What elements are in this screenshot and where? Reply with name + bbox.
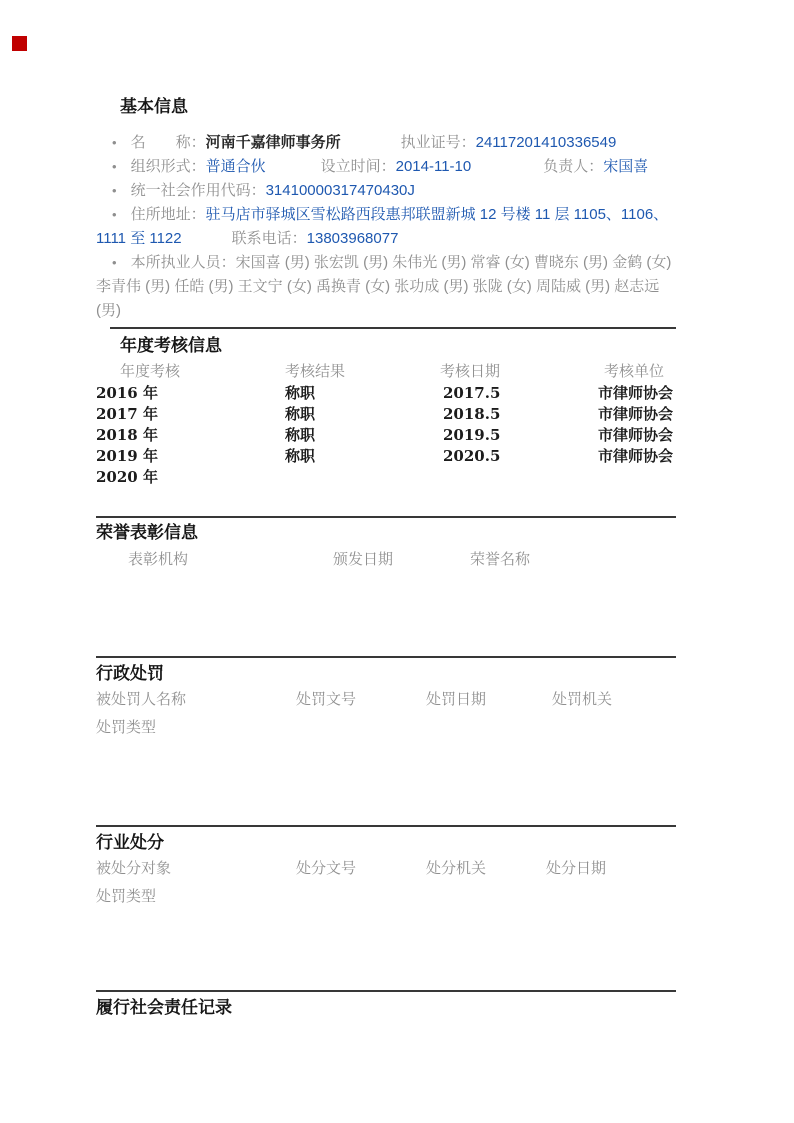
- result-cell: 称职: [285, 405, 316, 423]
- column-header: 考核日期: [440, 363, 501, 380]
- result-cell: [285, 467, 440, 488]
- column-header: 荣誉名称: [470, 551, 531, 568]
- phone-label: 联系电话：: [231, 230, 307, 247]
- red-square-marker: [12, 36, 27, 51]
- staff-label: 本所执业人员：: [130, 254, 236, 271]
- section-divider: [96, 825, 676, 827]
- name-label: 名 称：: [130, 134, 206, 151]
- table-row: [96, 446, 676, 467]
- staff-value: 宋国喜 (男) 张宏凯 (男) 朱伟光 (男) 常睿 (女) 曹晓东 (男) 金鹤 (女) 李青伟 (男) 任皓 (男) 王文宁 (女) 禹换青 (女) 张功成 (男) 张陇 (女) 周陆威 (男) 赵志远 (男): [96, 254, 672, 319]
- date-cell: 2020.5: [443, 447, 501, 465]
- section-divider: [96, 656, 676, 658]
- established-label: 设立时间：: [320, 158, 396, 175]
- date-cell: 2017.5: [443, 384, 501, 402]
- section-divider: [96, 990, 676, 992]
- date-cell: [440, 467, 598, 488]
- principal-value: 宋国喜: [603, 158, 649, 175]
- license-value: 24117201410336549: [475, 134, 617, 151]
- page-content: [96, 0, 676, 1020]
- result-cell: 称职: [285, 447, 316, 465]
- column-header: 考核单位: [604, 363, 665, 380]
- industry-sanction-header-row: [96, 859, 676, 879]
- org-form-value: 普通合伙: [205, 158, 266, 175]
- section-title-social-responsibility: 履行社会责任记录: [96, 998, 232, 1017]
- column-header: 被处分对象: [96, 860, 172, 877]
- license-label: 执业证号：: [400, 134, 476, 151]
- column-header: 考核结果: [285, 363, 346, 380]
- table-row: [96, 467, 676, 488]
- row-credit-code: [96, 179, 676, 203]
- annual-review-header-row: [96, 362, 676, 382]
- bullet-icon: •: [112, 255, 117, 270]
- result-cell: 称职: [285, 426, 316, 444]
- bullet-icon: •: [112, 159, 117, 174]
- principal-label: 负责人：: [543, 158, 604, 175]
- section-title-admin-penalty: 行政处罚: [96, 664, 164, 683]
- year-cell: 2020 年: [96, 468, 158, 486]
- org-form-label: 组织形式：: [130, 158, 206, 175]
- unit-cell: [598, 467, 676, 488]
- column-header: 处罚日期: [426, 691, 487, 708]
- date-cell: 2018.5: [443, 405, 501, 423]
- column-header: 处分日期: [546, 860, 607, 877]
- result-cell: 称职: [285, 384, 316, 402]
- row-name-license: [96, 131, 676, 155]
- firm-name-value: 河南千嘉律师事务所: [205, 134, 341, 151]
- year-cell: 2019 年: [96, 447, 158, 465]
- sanction-type-label: 处罚类型: [96, 888, 157, 905]
- unit-cell: 市律师协会: [598, 426, 674, 444]
- bullet-icon: •: [112, 207, 117, 222]
- section-title-industry-sanction: 行业处分: [96, 833, 164, 852]
- column-header: 年度考核: [120, 363, 181, 380]
- address-label: 住所地址：: [130, 206, 206, 223]
- unit-cell: 市律师协会: [598, 405, 674, 423]
- year-cell: 2017 年: [96, 405, 158, 423]
- section-title-basic-info: 基本信息: [120, 97, 188, 116]
- established-value: 2014-11-10: [395, 158, 472, 175]
- date-cell: 2019.5: [443, 426, 501, 444]
- column-header: 被处罚人名称: [96, 691, 187, 708]
- penalty-type-label: 处罚类型: [96, 719, 157, 736]
- year-cell: 2018 年: [96, 426, 158, 444]
- admin-penalty-header-row: [96, 690, 676, 710]
- table-row: [96, 404, 676, 425]
- honors-header-row: [96, 550, 676, 570]
- annual-review-table-body: [96, 383, 676, 488]
- section-divider: [110, 327, 676, 329]
- credit-code-label: 统一社会作用代码：: [130, 182, 266, 199]
- column-header: 处罚机关: [552, 691, 613, 708]
- column-header: 颁发日期: [333, 551, 394, 568]
- unit-cell: 市律师协会: [598, 384, 674, 402]
- column-header: 处分文号: [296, 860, 357, 877]
- bullet-icon: •: [112, 135, 117, 150]
- bullet-icon: •: [112, 183, 117, 198]
- row-address-phone: [96, 203, 676, 251]
- section-divider: [96, 516, 676, 518]
- table-row: [96, 425, 676, 446]
- address-value: 驻马店市驿城区雪松路西段惠邦联盟新城 12 号楼 11 层 1105、1106、1111 至 1122: [96, 206, 669, 247]
- credit-code-value: 31410000317470430J: [265, 182, 415, 199]
- column-header: 处罚文号: [296, 691, 357, 708]
- phone-value: 13803968077: [306, 230, 399, 247]
- year-cell: 2016 年: [96, 384, 158, 402]
- column-header: 表彰机构: [128, 551, 189, 568]
- table-row: [96, 383, 676, 404]
- row-org-form: [96, 155, 676, 179]
- column-header: 处分机关: [426, 860, 487, 877]
- unit-cell: 市律师协会: [598, 447, 674, 465]
- section-title-annual-review: 年度考核信息: [120, 336, 222, 355]
- row-staff: [96, 251, 676, 323]
- section-title-honors: 荣誉表彰信息: [96, 523, 198, 542]
